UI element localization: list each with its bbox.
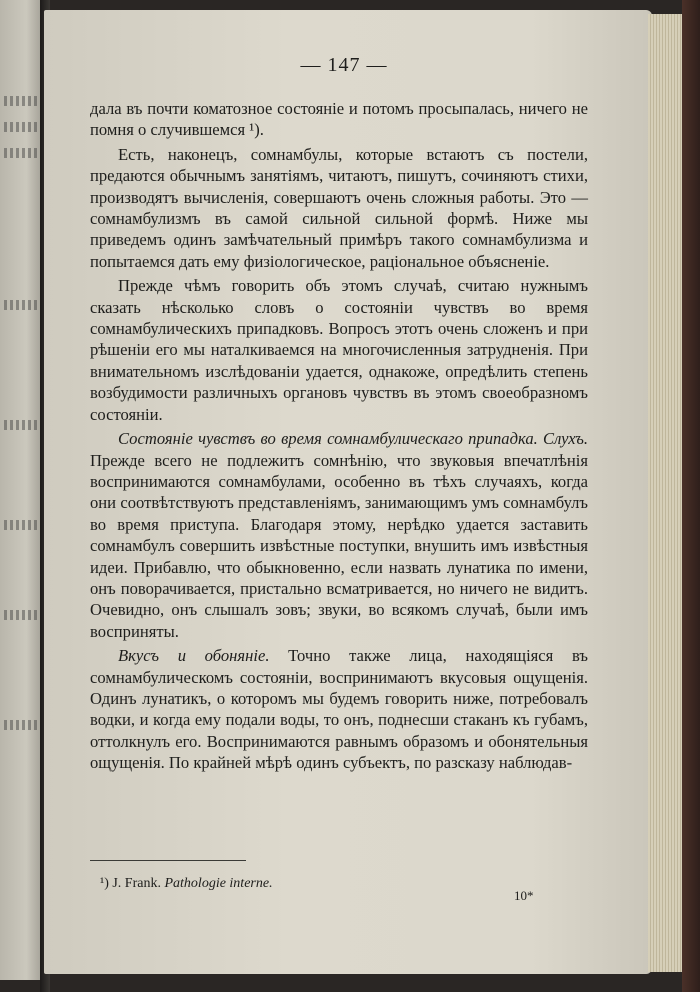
left-page-text-fragment [4,420,44,430]
footnote-title: Pathologie interne. [164,876,273,891]
italic-heading: Вкусъ и обоняніе. [118,646,270,666]
signature-mark: 10* [514,888,534,903]
paragraph-text: дала въ почти коматозное состояніе и потомъ просыпалась, ничего не помня о случившемся ¹). [90,99,588,140]
left-page-text-fragment [4,610,44,620]
paragraph [90,428,588,642]
left-page-edge [0,0,44,980]
left-page-text-fragment [4,720,44,730]
footnote [100,876,273,892]
paragraph-text: Прежде чѣмъ говорить объ этомъ случаѣ, считаю нужнымъ сказать нѣсколько словъ о состояніи чувствъ во время сомнамбулическихъ припадковъ. Вопросъ этотъ очень сложенъ и при рѣшеніи его мы наталкиваемся на многочисленныя затрудненія. При внимательномъ изслѣдованіи удается, однакоже, опредѣлить степень возбудимости различныхъ органовъ чувствъ въ этомъ своеобразномъ состояніи. [90,276,588,424]
left-page-text-fragment [4,148,44,158]
paragraph [90,645,588,773]
paragraph-text: Прежде всего не подлежитъ сомнѣнію, что звуковыя впечатлѣнія воспринимаются сомнамбулами, особенно въ тѣхъ случаяхъ, когда они соотвѣтствуютъ представленіямъ, занимающимъ умъ сомнамбулъ во время приступа. Благодаря этому, нерѣдко удается заставить сомнамбулъ совершить извѣстные поступки, внушить имъ извѣстныя идеи. Прибавлю, что обыкновенно, если назвать лунатика по имени, онъ поворачивается, пристально всматривается, но ничего не видитъ. Очевидно, онъ слышалъ зовъ; звуки, во всякомъ случаѣ, были имъ восприняты. [90,450,588,641]
paragraph-text: Есть, наконецъ, сомнамбулы, которые встаютъ съ постели, предаются обычнымъ занятіямъ, читаютъ, пишутъ, сочиняютъ стихи, производятъ вычисленія, совершаютъ очень сложныя работы. Это — сомнамбулизмъ въ самой сильной сильной формѣ. Ниже мы приведемъ одинъ замѣчательный примѣръ такого сомнамбулизма и попытаемся дать ему физіологическое, раціональное объясненіе. [90,144,588,271]
paragraph-text: Точно также лица, находящіяся въ сомнамбулическомъ состояніи, воспринимаютъ вкусовыя ощущенія. Одинъ лунатикъ, о которомъ мы будемъ говорить ниже, потребовалъ водки, и когда ему подали воды, то онъ, поднесши стаканъ къ губамъ, оттолкнулъ его. Воспринимаются равнымъ образомъ и обонятельныя ощущенія. По крайней мѣрѣ одинъ субъектъ, по разсказу наблюдав- [90,646,588,773]
paragraph [90,144,588,272]
footnote-marker: ¹) [100,876,109,891]
paragraph [90,275,588,425]
page-content [44,10,644,974]
left-page-text-fragment [4,300,44,310]
left-page-text-fragment [4,520,44,530]
italic-heading: Состояніе чувствъ во время сомнамбулическаго припадка. Слухъ. [118,429,588,449]
body-text [90,98,588,774]
page-edges [648,14,684,972]
left-page-text-fragment [4,122,44,132]
book-cover-edge [682,0,700,992]
paragraph [90,98,588,141]
footnote-divider [90,860,246,861]
left-page-text-fragment [4,96,44,106]
page-number: — 147 — [300,54,388,76]
footnote-author: J. Frank. [112,876,161,891]
